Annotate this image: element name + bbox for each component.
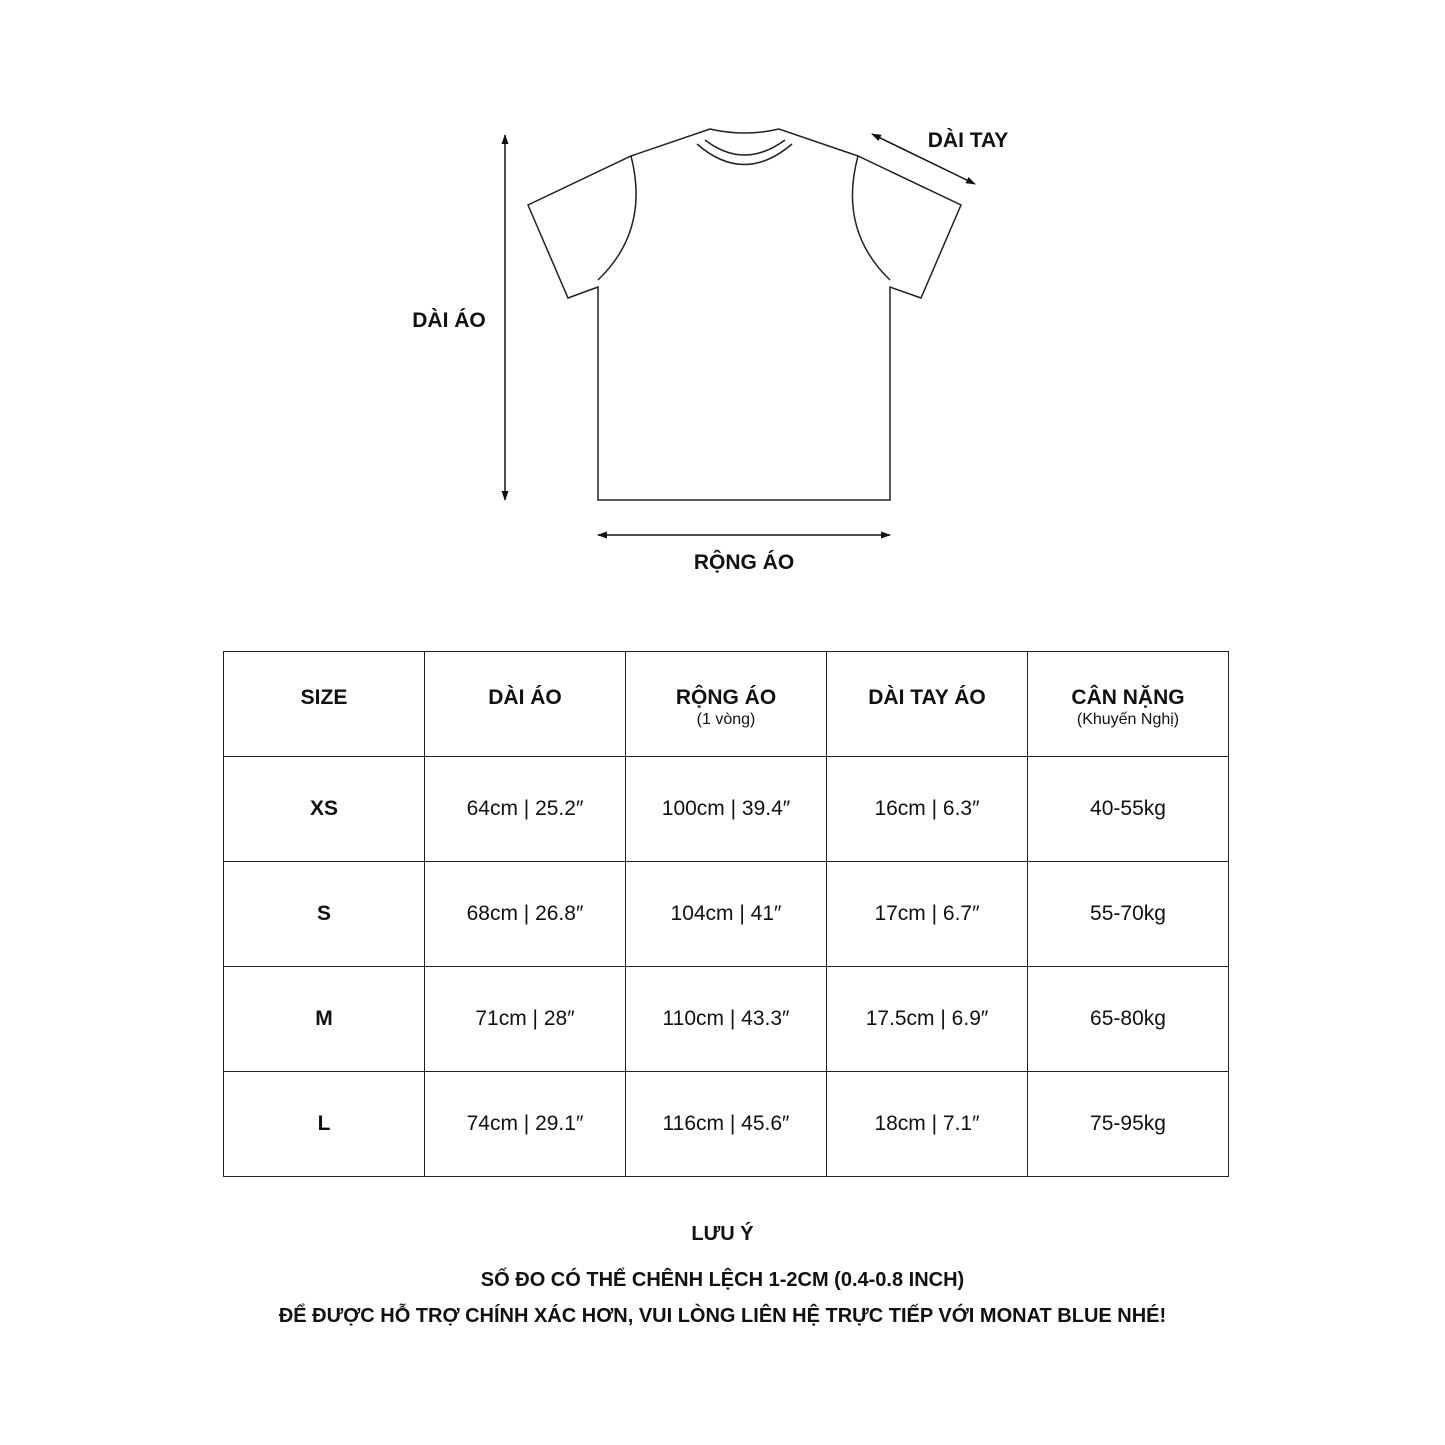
size-cell: M — [224, 967, 425, 1072]
header-size — [224, 652, 425, 757]
sleeve-cell: 16cm | 6.3″ — [827, 757, 1028, 862]
note-line: SỐ ĐO CÓ THỂ CHÊNH LỆCH 1-2CM (0.4-0.8 INCH) — [480, 1269, 965, 1291]
header-label: SIZE — [300, 686, 348, 709]
label-length: DÀI ÁO — [412, 309, 486, 332]
header-length — [425, 652, 626, 757]
right-armhole — [852, 156, 890, 280]
header-sleeve — [827, 652, 1028, 757]
sleeve-cell: 18cm | 7.1″ — [827, 1072, 1028, 1177]
tshirt-body — [528, 129, 961, 500]
label-sleeve: DÀI TAY — [927, 129, 1009, 152]
table-row — [224, 757, 1229, 862]
header-width — [626, 652, 827, 757]
header-weight — [1028, 652, 1229, 757]
table-header-row — [224, 652, 1229, 757]
width-cell: 100cm | 39.4″ — [626, 757, 827, 862]
width-cell: 110cm | 43.3″ — [626, 967, 827, 1072]
table-row — [224, 862, 1229, 967]
size-table — [223, 651, 1229, 1177]
size-cell: XS — [224, 757, 425, 862]
note-title: LƯU Ý — [691, 1223, 754, 1245]
length-cell: 71cm | 28″ — [425, 967, 626, 1072]
size-cell: L — [224, 1072, 425, 1177]
left-armhole — [598, 156, 636, 280]
header-label: CÂN NẶNG — [1071, 686, 1185, 709]
header-sublabel: (Khuyến Nghị) — [1076, 711, 1180, 728]
tshirt-outline — [528, 129, 961, 500]
header-label: RỘNG ÁO — [675, 686, 777, 709]
note-line: ĐỂ ĐƯỢC HỖ TRỢ CHÍNH XÁC HƠN, VUI LÒNG LIÊN HỆ TRỰC TIẾP VỚI MONAT BLUE NHÉ! — [278, 1305, 1167, 1327]
length-cell: 74cm | 29.1″ — [425, 1072, 626, 1177]
header-label: DÀI ÁO — [488, 686, 562, 709]
width-cell: 104cm | 41″ — [626, 862, 827, 967]
sleeve-cell: 17.5cm | 6.9″ — [827, 967, 1028, 1072]
table-row — [224, 967, 1229, 1072]
collar — [705, 140, 785, 155]
header-sublabel: (1 vòng) — [696, 711, 756, 728]
weight-cell: 40-55kg — [1028, 757, 1229, 862]
header-label: DÀI TAY ÁO — [868, 686, 986, 709]
size-cell: S — [224, 862, 425, 967]
length-cell: 64cm | 25.2″ — [425, 757, 626, 862]
tshirt-diagram — [0, 0, 1445, 620]
table-row — [224, 1072, 1229, 1177]
length-cell: 68cm | 26.8″ — [425, 862, 626, 967]
weight-cell: 65-80kg — [1028, 967, 1229, 1072]
sleeve-cell: 17cm | 6.7″ — [827, 862, 1028, 967]
label-width: RỘNG ÁO — [693, 551, 795, 574]
width-cell: 116cm | 45.6″ — [626, 1072, 827, 1177]
weight-cell: 75-95kg — [1028, 1072, 1229, 1177]
weight-cell: 55-70kg — [1028, 862, 1229, 967]
